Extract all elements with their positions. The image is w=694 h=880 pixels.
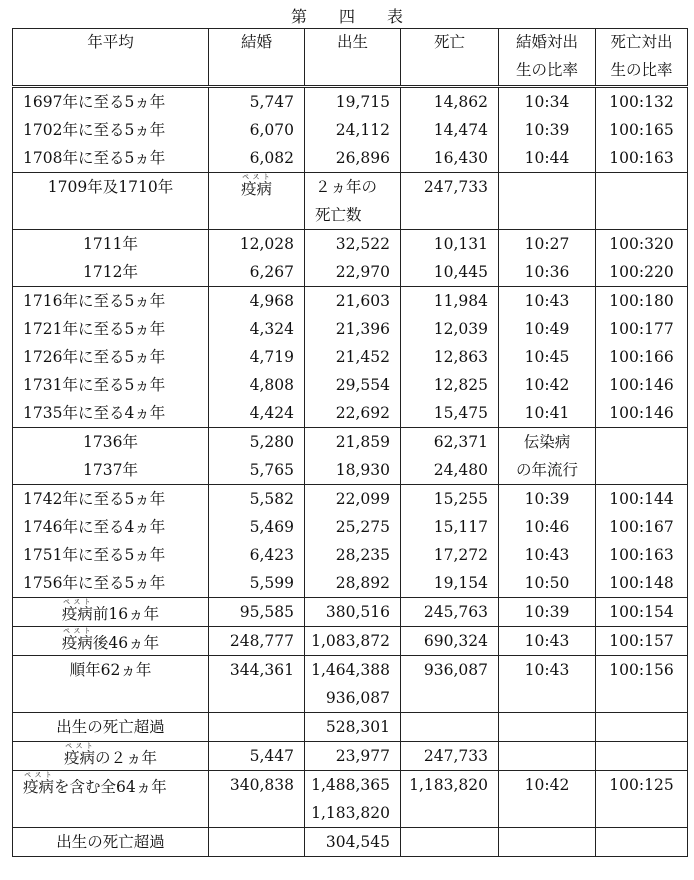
period-cell <box>13 287 209 428</box>
title-char: 第 <box>290 7 307 26</box>
deaths-value: 936,087 <box>423 661 488 679</box>
marriages-value: 6,082 <box>249 149 294 167</box>
births-value: 1,183,820 <box>311 804 390 822</box>
death-birth-ratio-cell <box>596 742 688 771</box>
marriage-birth-ratio-value: 10:36 <box>524 263 570 281</box>
period-label: 疫病ペスト後46ヵ年 <box>61 627 160 652</box>
marriages-value: 4,324 <box>249 320 294 338</box>
deaths-cell <box>401 656 499 713</box>
births-value: 21,452 <box>335 348 390 366</box>
births-cell <box>305 828 401 857</box>
table-row-group <box>13 87 688 173</box>
plague-ruby: ペスト <box>61 627 93 635</box>
births-value: 死亡数 <box>315 206 362 224</box>
births-cell <box>305 598 401 627</box>
marriages-cell <box>209 627 305 656</box>
deaths-cell <box>401 598 499 627</box>
death-birth-ratio-value: 100:148 <box>609 574 674 592</box>
marriages-value: 6,070 <box>249 121 294 139</box>
marriages-cell <box>209 598 305 627</box>
births-value: 21,396 <box>335 320 390 338</box>
plague-ruby: ペスト <box>240 173 272 181</box>
period-cell <box>13 742 209 771</box>
deaths-cell <box>401 771 499 828</box>
marriages-value: 248,777 <box>229 632 294 650</box>
deaths-value: 12,039 <box>433 320 488 338</box>
births-value: 22,692 <box>335 404 390 422</box>
plague-word: 疫病ペスト <box>61 598 93 623</box>
deaths-cell <box>401 87 499 173</box>
header-births: 出生 <box>305 29 401 87</box>
marriages-value: 5,469 <box>249 518 294 536</box>
births-value: 21,859 <box>335 433 390 451</box>
marriages-cell <box>209 230 305 287</box>
marriage-birth-ratio-cell <box>499 173 596 230</box>
table-row-group <box>13 742 688 771</box>
marriage-birth-ratio-cell <box>499 627 596 656</box>
marriages-value: 5,447 <box>249 747 294 765</box>
births-value: ２ヵ年の <box>315 178 378 196</box>
deaths-value: 24,480 <box>433 461 488 479</box>
death-birth-ratio-value: 100:157 <box>609 632 674 650</box>
period-label: 1751年に至る5ヵ年 <box>23 546 166 564</box>
marriages-value <box>213 713 294 741</box>
death-birth-ratio-cell <box>596 428 688 485</box>
births-value: 18,930 <box>335 461 390 479</box>
period-label: 1726年に至る5ヵ年 <box>23 348 166 366</box>
plague-word: 疫病ペスト <box>240 173 272 198</box>
plague-ruby: ペスト <box>63 742 95 750</box>
births-value: 29,554 <box>335 376 390 394</box>
births-value: 19,715 <box>335 93 390 111</box>
death-birth-ratio-value: 100:146 <box>609 376 674 394</box>
births-cell <box>305 87 401 173</box>
marriage-birth-ratio-value <box>503 713 591 741</box>
period-label: 1737年 <box>83 461 138 479</box>
period-cell <box>13 656 209 713</box>
births-value: 22,970 <box>335 263 390 281</box>
plague-word: 疫病ペスト <box>61 627 93 652</box>
marriages-value <box>213 828 294 856</box>
marriages-cell <box>209 742 305 771</box>
marriage-birth-ratio-value: 10:43 <box>524 292 570 310</box>
title-char: 表 <box>387 7 404 26</box>
marriages-cell <box>209 287 305 428</box>
marriage-birth-ratio-value <box>503 173 591 201</box>
births-cell <box>305 627 401 656</box>
marriage-birth-ratio-cell <box>499 656 596 713</box>
death-birth-ratio-value <box>600 828 683 856</box>
marriage-birth-ratio-value: 10:43 <box>524 661 570 679</box>
period-label: 1712年 <box>83 263 138 281</box>
births-value: 32,522 <box>335 235 390 253</box>
marriage-birth-ratio-value: 10:46 <box>524 518 570 536</box>
death-birth-ratio-cell <box>596 87 688 173</box>
marriages-value: 4,968 <box>249 292 294 310</box>
marriage-birth-ratio-value: 10:42 <box>524 776 570 794</box>
death-birth-ratio-value: 100:167 <box>609 518 674 536</box>
deaths-value: 12,825 <box>433 376 488 394</box>
table-title <box>0 4 694 27</box>
death-birth-ratio-value: 100:163 <box>609 546 674 564</box>
table-row-group <box>13 656 688 713</box>
death-birth-ratio-value <box>600 713 683 741</box>
marriage-birth-ratio-value: 10:49 <box>524 320 570 338</box>
marriage-birth-ratio-value: 10:45 <box>524 348 570 366</box>
death-birth-ratio-value: 100:180 <box>609 292 674 310</box>
deaths-value: 15,255 <box>433 490 488 508</box>
period-label: 順年62ヵ年 <box>69 661 152 679</box>
marriage-birth-ratio-value: 10:39 <box>524 121 570 139</box>
deaths-value: 1,183,820 <box>409 776 488 794</box>
plague-word: 疫病ペスト <box>63 742 95 767</box>
period-cell <box>13 627 209 656</box>
marriage-birth-ratio-value: 10:50 <box>524 574 570 592</box>
births-value: 21,603 <box>335 292 390 310</box>
table-row-group <box>13 230 688 287</box>
marriages-value: 5,599 <box>249 574 294 592</box>
births-value: 22,099 <box>335 490 390 508</box>
title-char: 四 <box>338 7 355 26</box>
death-birth-ratio-value: 100:154 <box>609 603 674 621</box>
death-birth-ratio-cell <box>596 713 688 742</box>
death-birth-ratio-value: 100:163 <box>609 149 674 167</box>
marriages-value: 12,028 <box>239 235 294 253</box>
deaths-cell <box>401 428 499 485</box>
death-birth-ratio-cell <box>596 230 688 287</box>
marriage-birth-ratio-value: 10:41 <box>524 404 570 422</box>
period-label: 1731年に至る5ヵ年 <box>23 376 166 394</box>
deaths-cell <box>401 230 499 287</box>
death-birth-ratio-value: 100:166 <box>609 348 674 366</box>
marriages-cell <box>209 87 305 173</box>
period-label: 1721年に至る5ヵ年 <box>23 320 166 338</box>
death-birth-ratio-value: 100:146 <box>609 404 674 422</box>
header-deaths: 死亡 <box>401 29 499 87</box>
births-value: 1,488,365 <box>311 776 390 794</box>
plague-word: 疫病ペスト <box>23 771 55 796</box>
plague-ruby: ペスト <box>61 598 93 606</box>
deaths-value: 62,371 <box>433 433 488 451</box>
marriage-birth-ratio-cell <box>499 287 596 428</box>
table-header <box>13 29 688 87</box>
marriage-birth-ratio-cell <box>499 771 596 828</box>
death-birth-ratio-value: 100:177 <box>609 320 674 338</box>
period-label: 1735年に至る4ヵ年 <box>23 404 166 422</box>
table-body <box>13 87 688 857</box>
marriage-birth-ratio-cell <box>499 230 596 287</box>
deaths-value: 10,445 <box>433 263 488 281</box>
deaths-value <box>405 713 488 741</box>
period-cell <box>13 428 209 485</box>
marriages-cell <box>209 173 305 230</box>
births-cell <box>305 230 401 287</box>
births-value: 24,112 <box>335 121 390 139</box>
period-label: 1697年に至る5ヵ年 <box>23 93 166 111</box>
table-row-group <box>13 428 688 485</box>
deaths-cell <box>401 627 499 656</box>
period-cell <box>13 87 209 173</box>
deaths-cell <box>401 742 499 771</box>
births-value: 936,087 <box>325 689 390 707</box>
deaths-value: 11,984 <box>433 292 488 310</box>
marriages-cell <box>209 428 305 485</box>
births-cell <box>305 713 401 742</box>
period-label: 1742年に至る5ヵ年 <box>23 490 166 508</box>
marriages-value: 4,808 <box>249 376 294 394</box>
deaths-value: 12,863 <box>433 348 488 366</box>
period-label: 疫病ペストを含む全64ヵ年 <box>23 771 167 796</box>
marriage-birth-ratio-cell <box>499 485 596 598</box>
period-cell <box>13 485 209 598</box>
deaths-cell <box>401 485 499 598</box>
deaths-value: 247,733 <box>423 178 488 196</box>
marriage-birth-ratio-value: 10:42 <box>524 376 570 394</box>
period-cell <box>13 173 209 230</box>
deaths-value: 19,154 <box>433 574 488 592</box>
marriages-cell <box>209 771 305 828</box>
marriage-birth-ratio-cell <box>499 713 596 742</box>
deaths-value: 10,131 <box>433 235 488 253</box>
marriages-value <box>213 173 300 201</box>
births-value: 23,977 <box>335 747 390 765</box>
marriages-cell <box>209 713 305 742</box>
deaths-value: 17,272 <box>433 546 488 564</box>
marriage-birth-ratio-value: の年流行 <box>515 461 578 479</box>
death-birth-ratio-cell <box>596 627 688 656</box>
marriages-value: 4,719 <box>249 348 294 366</box>
period-label: 出生の死亡超過 <box>56 833 165 851</box>
marriages-value: 5,280 <box>249 433 294 451</box>
births-value: 28,892 <box>335 574 390 592</box>
births-cell <box>305 742 401 771</box>
death-birth-ratio-value: 100:220 <box>609 263 674 281</box>
births-cell <box>305 428 401 485</box>
births-cell <box>305 656 401 713</box>
death-birth-ratio-value: 100:320 <box>609 235 674 253</box>
marriage-birth-ratio-cell <box>499 87 596 173</box>
marriage-birth-ratio-value: 10:44 <box>524 149 570 167</box>
births-value: 1,464,388 <box>311 661 390 679</box>
births-value: 380,516 <box>325 603 390 621</box>
deaths-cell <box>401 828 499 857</box>
marriages-value: 344,361 <box>229 661 294 679</box>
death-birth-ratio-value: 100:132 <box>609 93 674 111</box>
plague-ruby: ペスト <box>23 771 54 779</box>
births-cell <box>305 771 401 828</box>
births-value: 26,896 <box>335 149 390 167</box>
death-birth-ratio-value <box>600 173 683 201</box>
deaths-cell <box>401 713 499 742</box>
marriage-birth-ratio-value: 10:39 <box>524 603 570 621</box>
marriage-birth-ratio-cell <box>499 598 596 627</box>
marriage-birth-ratio-cell <box>499 428 596 485</box>
births-cell <box>305 485 401 598</box>
death-birth-ratio-cell <box>596 173 688 230</box>
header-marriages: 結婚 <box>209 29 305 87</box>
period-label: 出生の死亡超過 <box>56 718 165 736</box>
births-cell <box>305 173 401 230</box>
death-birth-ratio-value: 100:125 <box>609 776 674 794</box>
period-label: 1702年に至る5ヵ年 <box>23 121 166 139</box>
marriages-value: 4,424 <box>249 404 294 422</box>
table-row-group <box>13 485 688 598</box>
period-label: 1756年に至る5ヵ年 <box>23 574 166 592</box>
death-birth-ratio-cell <box>596 598 688 627</box>
births-value: 28,235 <box>335 546 390 564</box>
marriage-birth-ratio-value: 10:34 <box>524 93 570 111</box>
marriage-birth-ratio-cell <box>499 742 596 771</box>
table-row-group <box>13 173 688 230</box>
deaths-cell <box>401 173 499 230</box>
deaths-value: 14,862 <box>433 93 488 111</box>
table-row-group <box>13 627 688 656</box>
period-cell <box>13 230 209 287</box>
marriages-value: 5,582 <box>249 490 294 508</box>
death-birth-ratio-cell <box>596 485 688 598</box>
marriage-birth-ratio-value <box>503 742 591 770</box>
marriages-cell <box>209 656 305 713</box>
marriages-value: 5,765 <box>249 461 294 479</box>
table-row-group <box>13 828 688 857</box>
marriage-birth-ratio-value: 伝染病 <box>523 433 571 451</box>
death-birth-ratio-value <box>600 456 683 484</box>
deaths-value: 14,474 <box>433 121 488 139</box>
marriages-value: 6,423 <box>249 546 294 564</box>
death-birth-ratio-value: 100:144 <box>609 490 674 508</box>
deaths-value: 15,475 <box>433 404 488 422</box>
header-period: 年平均 <box>13 29 209 87</box>
deaths-cell <box>401 287 499 428</box>
births-value: 1,083,872 <box>311 632 390 650</box>
deaths-value: 16,430 <box>433 149 488 167</box>
death-birth-ratio-cell <box>596 656 688 713</box>
death-birth-ratio-value <box>600 428 683 456</box>
period-label: 1736年 <box>83 433 138 451</box>
deaths-value: 15,117 <box>433 518 488 536</box>
marriage-birth-ratio-value <box>503 828 591 856</box>
header-marriage-birth-ratio: 結婚対出 生の比率 <box>499 29 596 87</box>
table-row-group <box>13 598 688 627</box>
marriages-value: 95,585 <box>239 603 294 621</box>
period-cell <box>13 713 209 742</box>
table-row-group <box>13 771 688 828</box>
marriage-birth-ratio-cell <box>499 828 596 857</box>
period-label: 1708年に至る5ヵ年 <box>23 149 166 167</box>
period-label: 疫病ペストの２ヵ年 <box>63 742 158 767</box>
death-birth-ratio-cell <box>596 771 688 828</box>
death-birth-ratio-value: 100:165 <box>609 121 674 139</box>
header-death-birth-ratio: 死亡対出 生の比率 <box>596 29 688 87</box>
marriages-cell <box>209 828 305 857</box>
marriage-birth-ratio-value: 10:43 <box>524 632 570 650</box>
deaths-value: 245,763 <box>423 603 488 621</box>
deaths-value: 247,733 <box>423 747 488 765</box>
death-birth-ratio-value <box>600 742 683 770</box>
period-label: 1711年 <box>83 235 138 253</box>
period-label: 1746年に至る4ヵ年 <box>23 518 166 536</box>
period-cell <box>13 771 209 828</box>
marriage-birth-ratio-value: 10:39 <box>524 490 570 508</box>
marriage-birth-ratio-value: 10:43 <box>524 546 570 564</box>
period-label: 1709年及1710年 <box>47 178 174 196</box>
marriages-value: 340,838 <box>229 776 294 794</box>
births-value: 528,301 <box>325 718 390 736</box>
death-birth-ratio-cell <box>596 828 688 857</box>
death-birth-ratio-value: 100:156 <box>609 661 674 679</box>
death-birth-ratio-cell <box>596 287 688 428</box>
marriages-cell <box>209 485 305 598</box>
marriages-value: 6,267 <box>249 263 294 281</box>
marriage-birth-ratio-value: 10:27 <box>524 235 570 253</box>
deaths-value: 690,324 <box>423 632 488 650</box>
births-cell <box>305 287 401 428</box>
period-label: 1716年に至る5ヵ年 <box>23 292 166 310</box>
marriages-value: 5,747 <box>249 93 294 111</box>
births-value: 304,545 <box>325 833 390 851</box>
period-cell <box>13 828 209 857</box>
births-value: 25,275 <box>335 518 390 536</box>
period-label: 疫病ペスト前16ヵ年 <box>61 598 160 623</box>
table-row-group <box>13 713 688 742</box>
deaths-value <box>405 828 488 856</box>
statistics-table <box>12 28 688 857</box>
period-cell <box>13 598 209 627</box>
table-row-group <box>13 287 688 428</box>
